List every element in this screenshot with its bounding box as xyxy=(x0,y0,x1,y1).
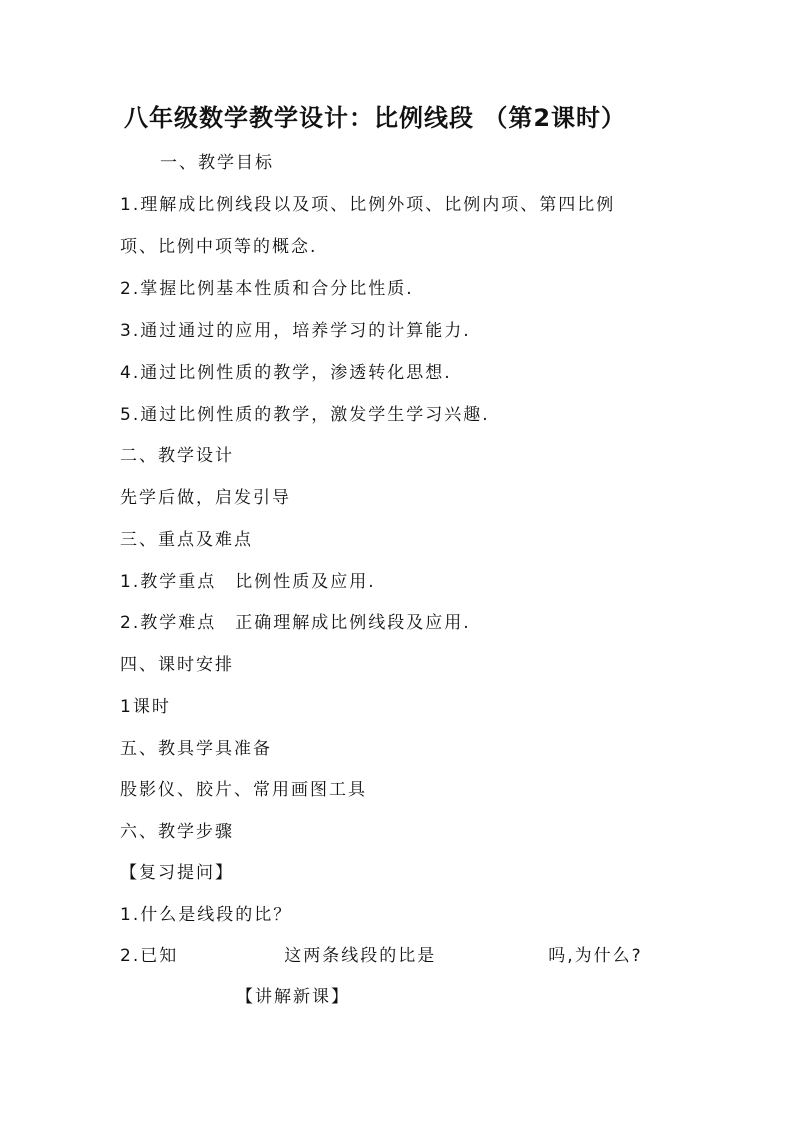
objective-item-4: 4.通过比例性质的教学，渗透转化思想. xyxy=(120,363,452,383)
key-point-item: 1.教学重点 比例性质及应用. xyxy=(120,572,376,592)
objective-item-5: 5.通过比例性质的教学，激发学生学习兴趣. xyxy=(120,405,490,425)
review-heading: 【复习提问】 xyxy=(120,863,234,883)
review-question-2 xyxy=(120,941,643,966)
section-heading-schedule: 四、课时安排 xyxy=(120,655,234,675)
new-lesson-heading: 【讲解新课】 xyxy=(236,987,350,1007)
section-heading-key-points: 三、重点及难点 xyxy=(120,530,253,550)
design-text: 先学后做，启发引导 xyxy=(120,488,291,508)
review-question-1: 1.什么是线段的比？ xyxy=(120,905,293,925)
materials-text: 股影仪、胶片、常用画图工具 xyxy=(120,780,367,800)
section-heading-materials: 五、教具学具准备 xyxy=(120,739,272,759)
section-heading-objectives: 一、教学目标 xyxy=(160,153,274,173)
objective-item-3: 3.通过通过的应用，培养学习的计算能力. xyxy=(120,321,471,341)
page-title: 八年级数学教学设计：比例线段 （第2课时） xyxy=(124,104,627,132)
objective-item-1-continued: 项、比例中项等的概念. xyxy=(120,237,318,257)
question-2-prefix: 2.已知 xyxy=(120,946,179,966)
objective-item-2: 2.掌握比例基本性质和合分比性质. xyxy=(120,279,414,299)
question-2-suffix: 吗,为什么? xyxy=(548,946,643,966)
section-heading-design: 二、教学设计 xyxy=(120,446,234,466)
objective-item-1: 1.理解成比例线段以及项、比例外项、比例内项、第四比例 xyxy=(120,195,616,215)
section-heading-steps: 六、教学步骤 xyxy=(120,822,234,842)
question-2-middle: 这两条线段的比是 xyxy=(284,946,437,966)
difficult-point-item: 2.教学难点 正确理解成比例线段及应用. xyxy=(120,613,471,633)
schedule-text: 1课时 xyxy=(120,697,171,717)
